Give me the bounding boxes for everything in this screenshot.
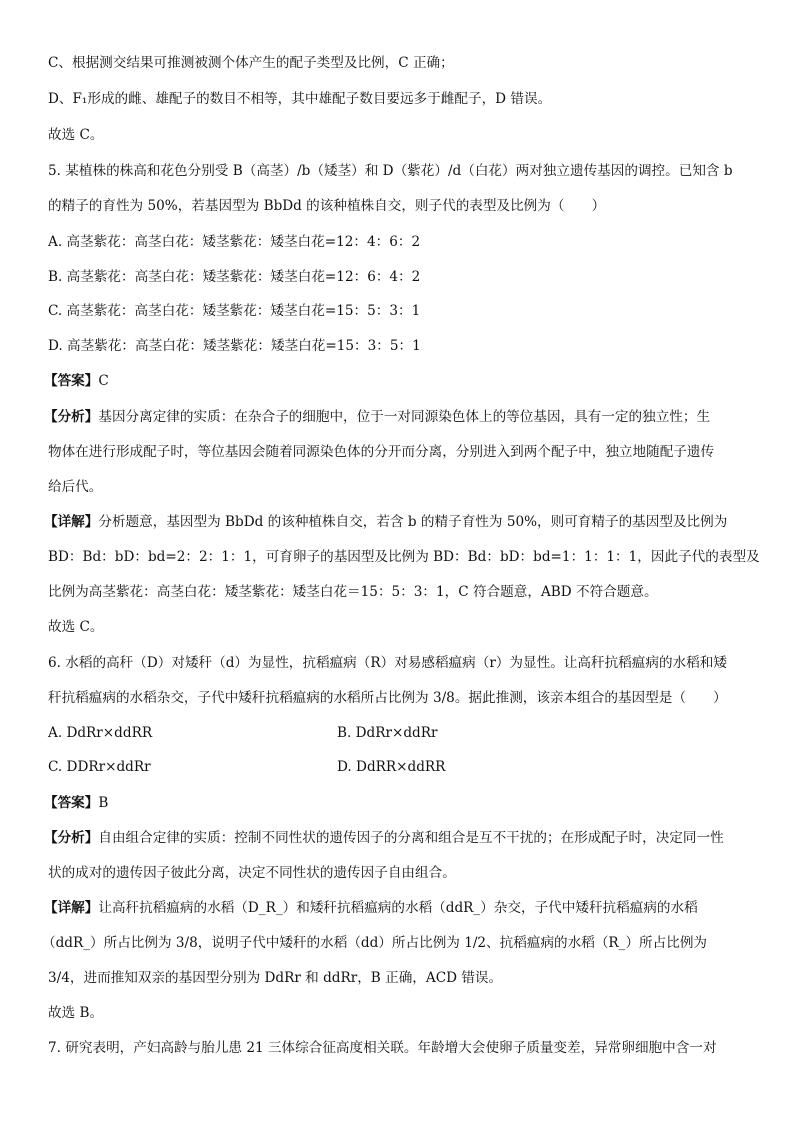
option-b: B. DdRr×ddRr [337, 725, 438, 741]
text-line: （ddR_）所占比例为 3/8，说明子代中矮秆的水稻（dd）所占比例为 1/2、抗稻瘟病的水稻（R_）所占比例为 [42, 935, 708, 951]
text-line: 故选 C。 [48, 127, 104, 143]
answer-line [44, 794, 744, 813]
analysis-line [44, 408, 744, 427]
text-line: 物体在进行形成配子时，等位基因会随着同源染色体的分开而分离，分别进入到两个配子中，独立地随配子遗传 [48, 444, 715, 460]
option-d: D. 高茎紫花：高茎白花：矮茎紫花：矮茎白花=15：3：5：1 [48, 338, 421, 354]
answer-value: B [98, 795, 109, 811]
answer-value: C [98, 373, 109, 389]
option-c: C. DDRr×ddRr [48, 759, 151, 775]
explanation-line [44, 899, 744, 918]
analysis-text: 基因分离定律的实质：在杂合子的细胞中，位于一对同源染色体上的等位基因，具有一定的独立性；生 [98, 409, 711, 425]
analysis-tag: 【分析】 [44, 409, 99, 425]
analysis-tag: 【分析】 [44, 830, 99, 846]
text-line: 故选 B。 [48, 1005, 104, 1021]
explanation-tag: 【详解】 [44, 900, 99, 916]
option-b: B. 高茎紫花：高茎白花：矮茎紫花：矮茎白花=12：6：4：2 [48, 269, 421, 285]
question-5-stem: 5. 某植株的株高和花色分别受 B（高茎）/b（矮茎）和 D（紫花）/d（白花）两对独立遗传基因的调控。已知含 b [48, 163, 733, 179]
explanation-tag: 【详解】 [44, 514, 99, 530]
option-a: A. DdRr×ddRR [48, 725, 153, 741]
text-line: C、根据测交结果可推测被测个体产生的配子类型及比例，C 正确； [48, 55, 454, 71]
text-line: 3/4，进而推知双亲的基因型分别为 DdRr 和 ddRr，B 正确，ACD 错误。 [48, 970, 503, 986]
question-6-stem: 秆抗稻瘟病的水稻杂交，子代中矮秆抗稻瘟病的水稻所占比例为 3/8。据此推测，该亲本组合的基因型是（ ） [48, 690, 727, 706]
answer-tag: 【答案】 [44, 795, 99, 811]
text-line: 给后代。 [48, 479, 103, 495]
text-line: 比例为高茎紫花：高茎白花：矮茎紫花：矮茎白花＝15：5：3：1，C 符合题意，ABD 不符合题意。 [48, 584, 658, 600]
explanation-text: 让高秆抗稻瘟病的水稻（D_R_）和矮秆抗稻瘟病的水稻（ddR_）杂交，子代中矮秆抗稻瘟病的水稻 [98, 900, 698, 916]
explanation-line [44, 513, 744, 532]
text-line: BD：Bd：bD：bd=2：2：1：1，可育卵子的基因型及比例为 BD：Bd：bD：bd=1：1：1：1，因此子代的表型及 [48, 549, 760, 565]
text-line: 故选 C。 [48, 619, 104, 635]
explanation-text: 分析题意，基因型为 BbDd 的该种植株自交，若含 b 的精子育性为 50%，则可育精子的基因型及比例为 [98, 514, 728, 530]
question-7-stem: 7. 研究表明，产妇高龄与胎儿患 21 三体综合征高度相关联。年龄增大会使卵子质量变差，异常卵细胞中含一对 [48, 1040, 717, 1056]
answer-line [44, 372, 744, 391]
answer-tag: 【答案】 [44, 373, 99, 389]
question-5-stem: 的精子的育性为 50%，若基因型为 BbDd 的该种植株自交，则子代的表型及比例为（ ） [48, 198, 606, 214]
option-d: D. DdRR×ddRR [337, 759, 446, 775]
option-a: A. 高茎紫花：高茎白花：矮茎紫花：矮茎白花=12：4：6：2 [48, 234, 421, 250]
analysis-text: 自由组合定律的实质：控制不同性状的遗传因子的分离和组合是互不干扰的；在形成配子时，决定同一性 [98, 830, 724, 846]
analysis-line [44, 829, 744, 848]
text-line: 状的成对的遗传因子彼此分离，决定不同性状的遗传因子自由组合。 [48, 865, 456, 881]
question-6-stem: 6. 水稻的高秆（D）对矮秆（d）为显性，抗稻瘟病（R）对易感稻瘟病（r）为显性。让高秆抗稻瘟病的水稻和矮 [48, 655, 727, 671]
option-c: C. 高茎紫花：高茎白花：矮茎紫花：矮茎白花=15：5：3：1 [48, 303, 421, 319]
text-line: D、F₁形成的雌、雄配子的数目不相等，其中雄配子数目要远多于雌配子，D 错误。 [48, 91, 552, 107]
